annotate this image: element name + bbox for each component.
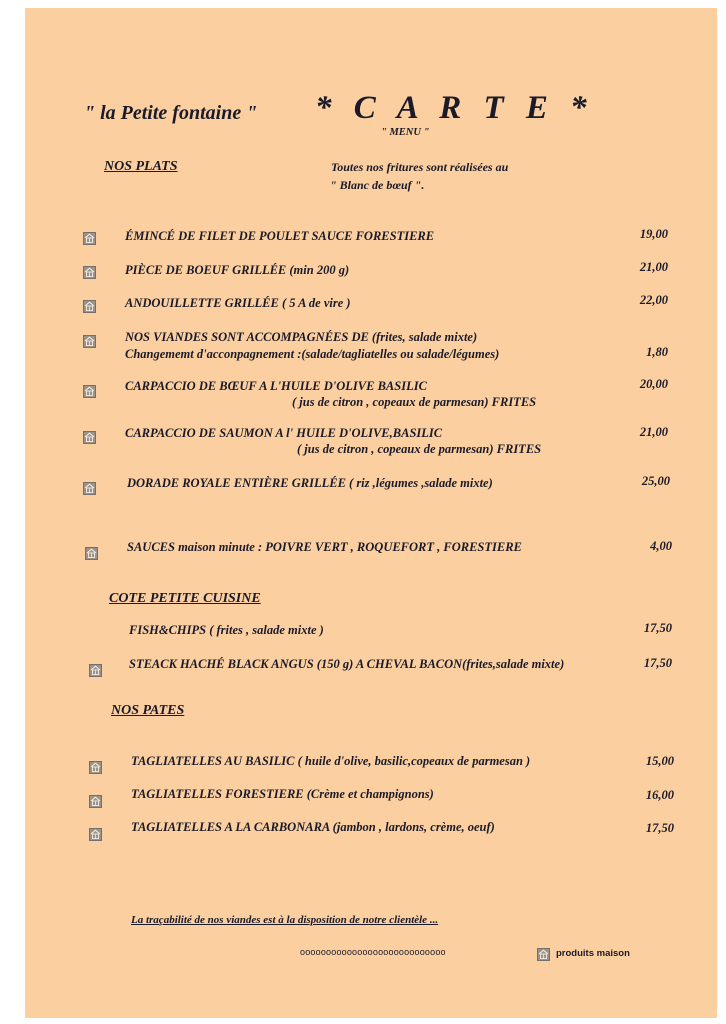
produits-maison-icon	[83, 232, 96, 245]
dish-name: ANDOUILLETTE GRILLÉE ( 5 A de vire )	[125, 296, 351, 310]
dish-price: 15,00	[645, 754, 674, 768]
dish-price: 25,00	[641, 474, 670, 488]
dish-name: FISH&CHIPS ( frites , salade mixte )	[129, 623, 324, 637]
dish-price: 22,00	[639, 293, 668, 307]
produits-maison-icon	[537, 948, 550, 961]
menu-page	[25, 8, 717, 1018]
dot-divider: oooooooooooooooooooooooooooo	[300, 947, 446, 957]
fritures-note-line1: Toutes nos fritures sont réalisées au	[331, 160, 509, 174]
dish-price: 16,00	[645, 788, 674, 802]
dish-name: DORADE ROYALE ENTIÈRE GRILLÉE ( riz ,légumes ,salade mixte)	[127, 476, 493, 490]
dish-name: CARPACCIO DE SAUMON A l' HUILE D'OLIVE,BASILIC	[125, 426, 443, 440]
dish-name-line2: Changememt d'acconpagnement :(salade/tagliatelles ou salade/légumes)	[125, 347, 500, 361]
menu-title: * C A R T E *	[315, 90, 594, 126]
dish-price: 21,00	[639, 260, 668, 274]
dish-name-line2: ( jus de citron , copeaux de parmesan) FRITES	[297, 442, 542, 456]
produits-maison-icon	[89, 761, 102, 774]
produits-maison-icon	[83, 266, 96, 279]
legend-produits-maison: produits maison	[556, 948, 630, 959]
section-heading-nos-pates: NOS PATES	[111, 703, 185, 718]
dish-name: STEACK HACHÉ BLACK ANGUS (150 g) A CHEVAL BACON(frites,salade mixte)	[129, 657, 565, 671]
dish-name: TAGLIATELLES A LA CARBONARA (jambon , lardons, crème, oeuf)	[131, 820, 495, 834]
produits-maison-icon	[83, 482, 96, 495]
produits-maison-icon	[83, 300, 96, 313]
dish-price: 17,50	[643, 656, 672, 670]
dish-name: TAGLIATELLES FORESTIERE (Crème et champignons)	[131, 787, 434, 801]
produits-maison-icon	[89, 828, 102, 841]
produits-maison-icon	[89, 795, 102, 808]
dish-name: NOS VIANDES SONT ACCOMPAGNÉES DE (frites, salade mixte)	[125, 330, 478, 344]
dish-price: 17,50	[645, 821, 674, 835]
dish-price: 17,50	[643, 621, 672, 635]
dish-name-line2: ( jus de citron , copeaux de parmesan) FRITES	[292, 395, 537, 409]
dish-name: PIÈCE DE BOEUF GRILLÉE (min 200 g)	[125, 263, 350, 277]
produits-maison-icon	[83, 431, 96, 444]
menu-subtitle: " MENU "	[381, 127, 430, 138]
dish-name: ÉMINCÉ DE FILET DE POULET SAUCE FORESTIERE	[125, 229, 435, 243]
fritures-note-line2: " Blanc de bœuf ".	[330, 178, 425, 192]
produits-maison-icon	[85, 547, 98, 560]
dish-name: TAGLIATELLES AU BASILIC ( huile d'olive, basilic,copeaux de parmesan )	[131, 754, 531, 768]
dish-price: 1,80	[646, 345, 668, 359]
produits-maison-icon	[83, 335, 96, 348]
dish-price: 21,00	[639, 425, 668, 439]
dish-price: 19,00	[639, 227, 668, 241]
restaurant-name: " la Petite fontaine "	[84, 102, 258, 124]
sauces-price: 4,00	[650, 539, 672, 553]
dish-price: 20,00	[639, 377, 668, 391]
produits-maison-icon	[83, 385, 96, 398]
section-heading-cote-petite-cuisine: COTE PETITE CUISINE	[109, 591, 261, 606]
dish-name: CARPACCIO DE BŒUF A L'HUILE D'OLIVE BASILIC	[125, 379, 427, 393]
sauces-line: SAUCES maison minute : POIVRE VERT , ROQUEFORT , FORESTIERE	[127, 540, 522, 554]
tracability-note: La traçabilité de nos viandes est à la disposition de notre clientèle ...	[131, 914, 439, 926]
section-heading-nos-plats: NOS PLATS	[104, 159, 178, 174]
produits-maison-icon	[89, 664, 102, 677]
